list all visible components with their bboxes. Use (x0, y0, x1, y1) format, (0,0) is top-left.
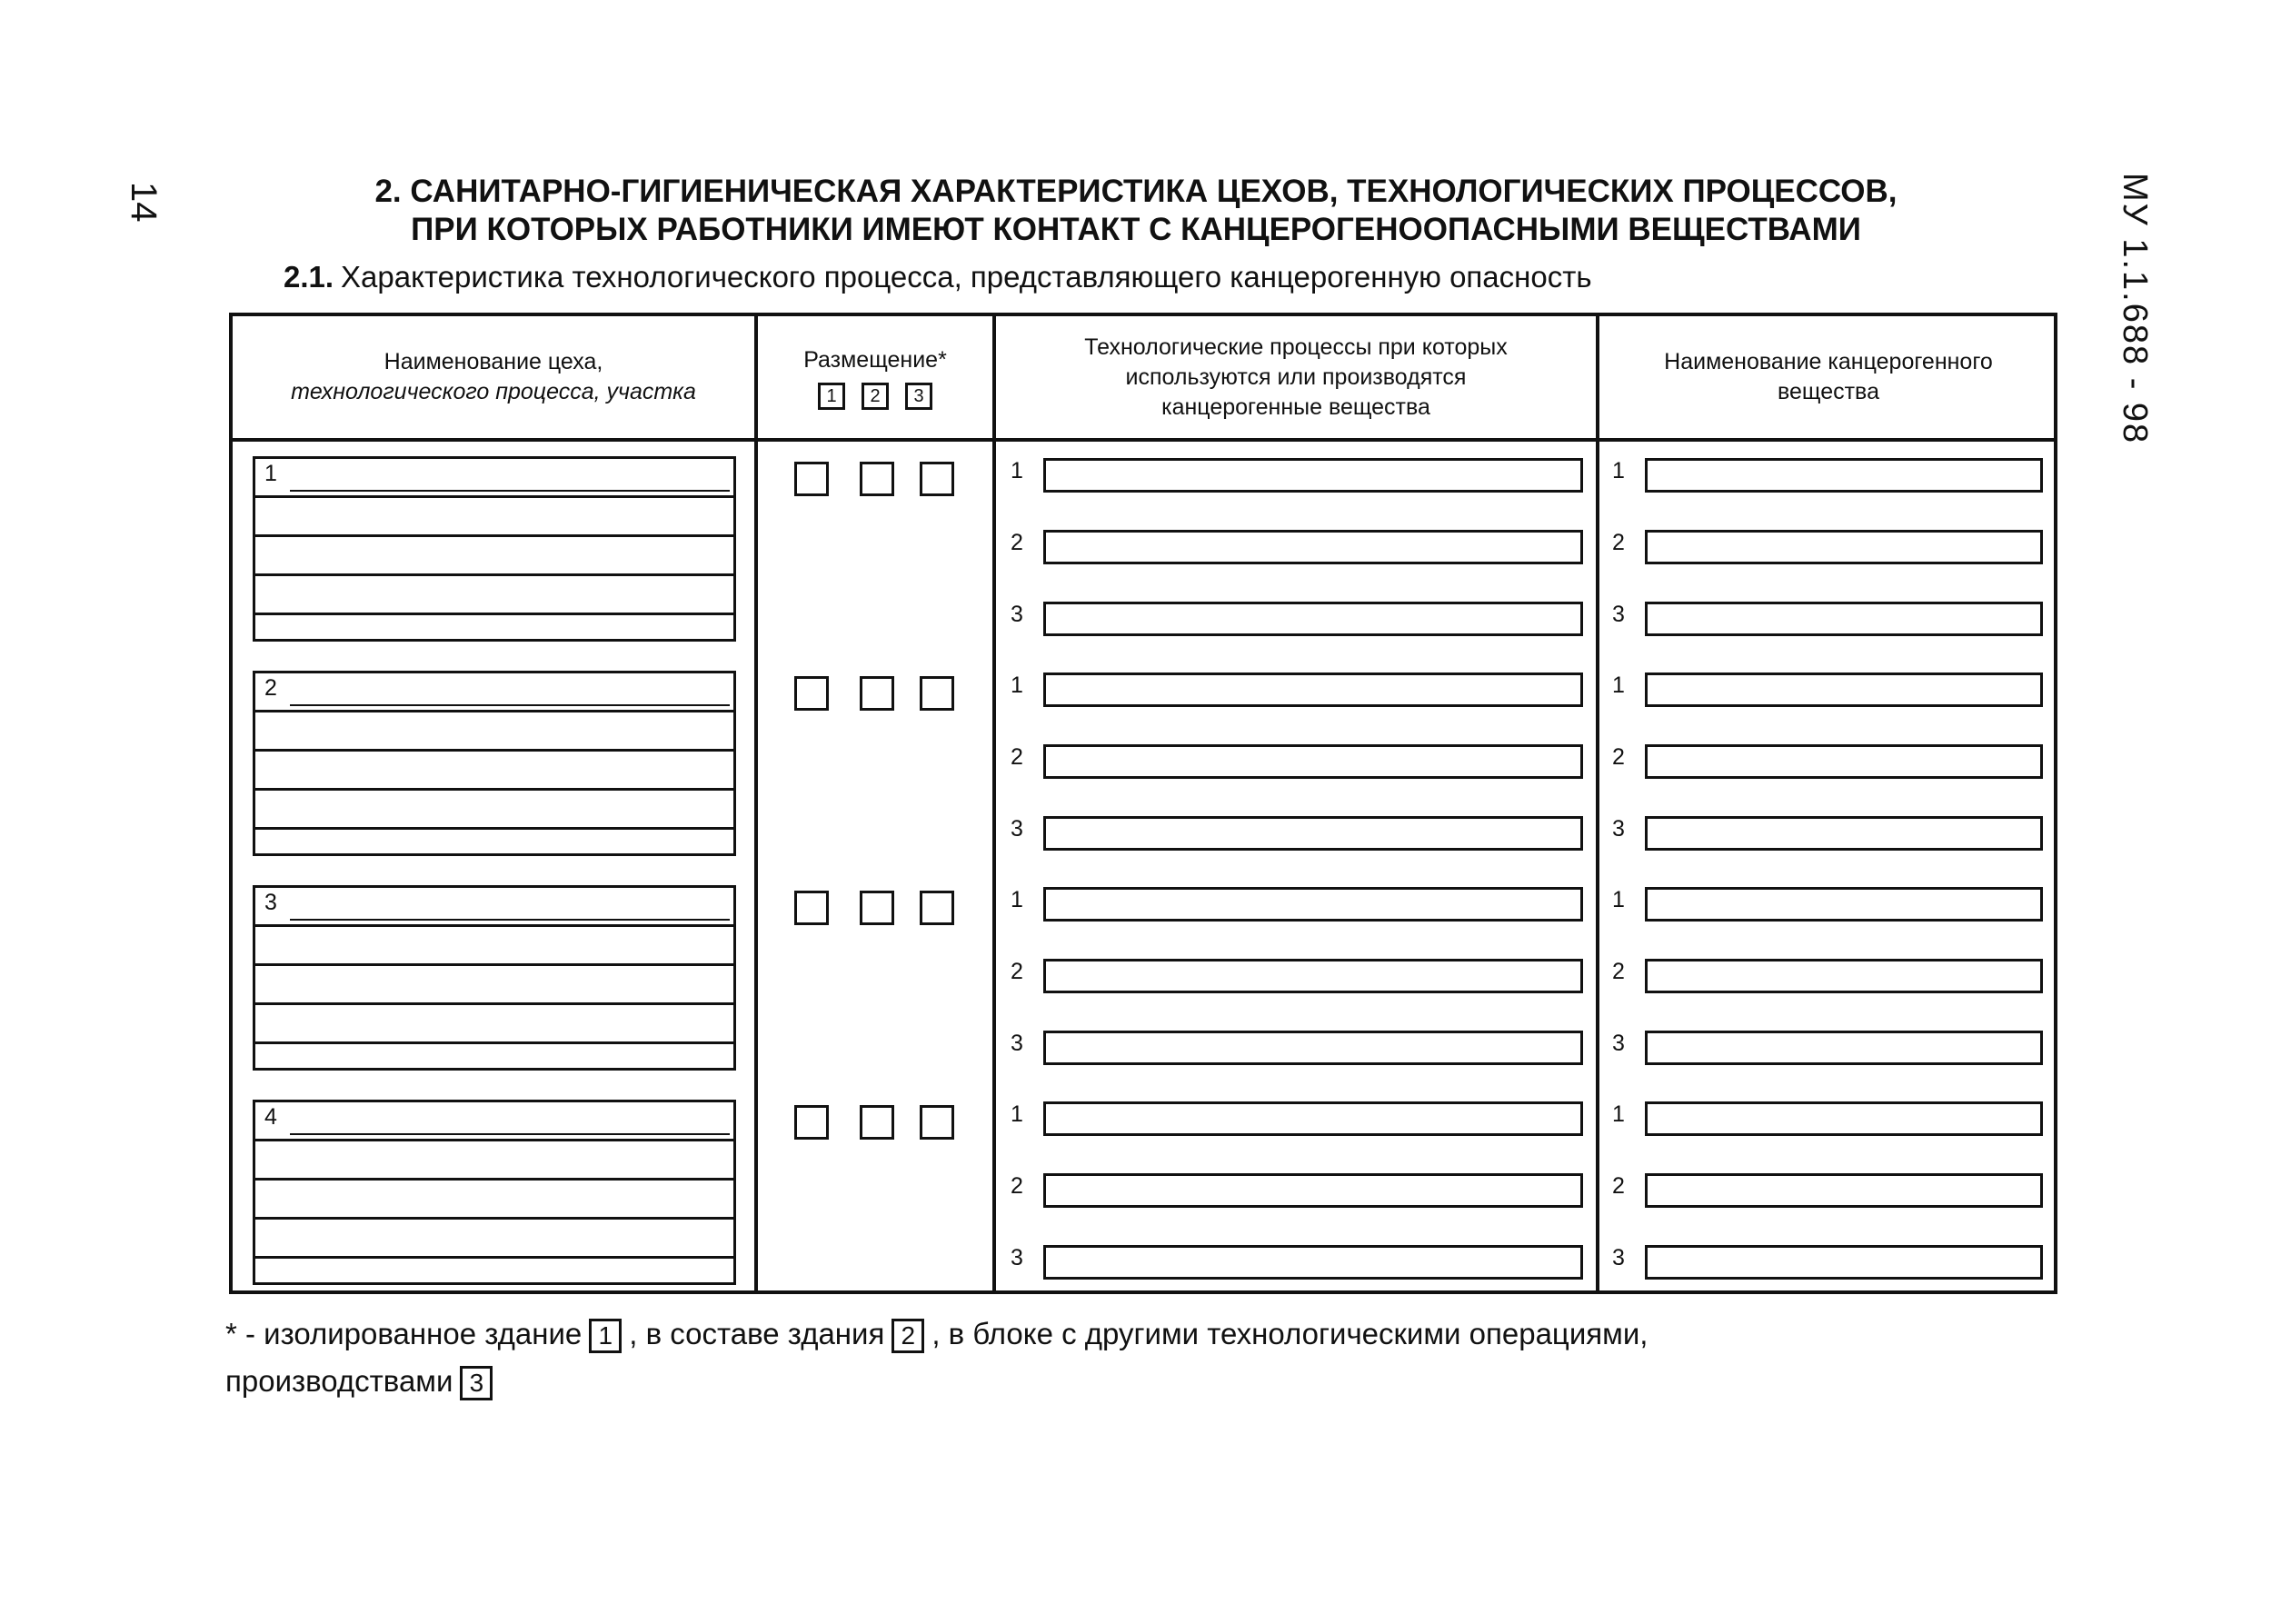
document-code: МУ 1.1.688 - 98 (2116, 173, 2154, 445)
substance-row-number: 1 (1612, 887, 1625, 912)
shop-name-line[interactable] (255, 830, 733, 866)
column-divider (992, 316, 996, 1290)
substance-field[interactable] (1645, 959, 2043, 993)
shop-name-line[interactable] (255, 888, 733, 927)
substance-row-number: 3 (1612, 602, 1625, 627)
shop-name-line[interactable] (255, 1044, 733, 1081)
shop-name-line[interactable] (255, 673, 733, 712)
shop-name-block (253, 671, 736, 856)
shop-name-line[interactable] (255, 615, 733, 652)
process-field[interactable] (1043, 744, 1583, 779)
shop-name-line[interactable] (255, 1181, 733, 1220)
substance-field[interactable] (1645, 1173, 2043, 1208)
substance-field[interactable] (1645, 887, 2043, 922)
substance-row-number: 3 (1612, 1031, 1625, 1056)
page-number: 14 (124, 182, 164, 223)
process-row-number: 3 (1011, 602, 1023, 627)
shop-name-line[interactable] (255, 752, 733, 791)
substance-field[interactable] (1645, 816, 2043, 851)
footnote-text-4: производствами (225, 1364, 453, 1398)
placement-legend-box-1: 1 (818, 383, 845, 410)
footnote-box-1: 1 (589, 1319, 622, 1353)
process-field[interactable] (1043, 1101, 1583, 1136)
placement-checkbox-1[interactable] (794, 1105, 829, 1140)
placement-legend-box-3: 3 (905, 383, 932, 410)
placement-checkbox-3[interactable] (920, 676, 954, 711)
process-field[interactable] (1043, 530, 1583, 564)
shop-name-block (253, 885, 736, 1071)
footnote (225, 1310, 1997, 1405)
section-title-line-2: ПРИ КОТОРЫХ РАБОТНИКИ ИМЕЮТ КОНТАКТ С КАНЦЕРОГЕНООПАСНЫМИ ВЕЩЕСТВАМИ (411, 212, 1861, 247)
header-divider (233, 438, 2054, 442)
header-placement-label: Размещение* (803, 346, 947, 373)
shop-name-line[interactable] (255, 498, 733, 537)
header-substance (1599, 316, 2057, 438)
shop-name-line[interactable] (255, 1005, 733, 1044)
process-row-number: 3 (1011, 816, 1023, 842)
process-row-number: 1 (1011, 887, 1023, 912)
process-row-number: 2 (1011, 530, 1023, 555)
shop-name-line[interactable] (255, 712, 733, 752)
process-row-number: 2 (1011, 959, 1023, 984)
footnote-text-2: , в составе здания (629, 1317, 885, 1350)
placement-checkbox-2[interactable] (860, 891, 894, 925)
header-process (996, 316, 1596, 438)
substance-field[interactable] (1645, 1245, 2043, 1280)
shop-name-line[interactable] (255, 537, 733, 576)
subsection-text: Характеристика технологического процесса, представляющего канцерогенную опасность (341, 260, 1592, 294)
substance-row-number: 2 (1612, 744, 1625, 770)
process-field[interactable] (1043, 1245, 1583, 1280)
substance-row-number: 3 (1612, 1245, 1625, 1270)
placement-checkbox-2[interactable] (860, 1105, 894, 1140)
shop-number: 1 (264, 461, 277, 486)
header-process-line-2: используются или производятся (1125, 364, 1467, 390)
shop-name-line[interactable] (255, 576, 733, 615)
process-row-number: 2 (1011, 1173, 1023, 1199)
process-row-number: 3 (1011, 1245, 1023, 1270)
process-field[interactable] (1043, 1173, 1583, 1208)
column-divider (1596, 316, 1599, 1290)
substance-field[interactable] (1645, 673, 2043, 707)
process-field[interactable] (1043, 959, 1583, 993)
process-form-table (229, 313, 2057, 1294)
shop-number: 4 (264, 1104, 277, 1130)
subsection-number: 2.1. (284, 260, 334, 294)
placement-checkbox-1[interactable] (794, 676, 829, 711)
placement-checkbox-1[interactable] (794, 462, 829, 496)
process-field[interactable] (1043, 887, 1583, 922)
process-row-number: 3 (1011, 1031, 1023, 1056)
shop-name-line[interactable] (255, 459, 733, 498)
section-title-line-1: 2. САНИТАРНО-ГИГИЕНИЧЕСКАЯ ХАРАКТЕРИСТИКА ЦЕХОВ, ТЕХНОЛОГИЧЕСКИХ ПРОЦЕССОВ, (374, 174, 1898, 209)
footnote-box-2: 2 (891, 1319, 924, 1353)
process-row-number: 1 (1011, 673, 1023, 698)
shop-name-block (253, 456, 736, 642)
header-substance-line-2: вещества (1778, 379, 1879, 404)
footnote-text-1: * - изолированное здание (225, 1317, 583, 1350)
substance-field[interactable] (1645, 530, 2043, 564)
substance-row-number: 1 (1612, 458, 1625, 483)
placement-checkbox-3[interactable] (920, 1105, 954, 1140)
subsection-title (284, 260, 1592, 294)
header-process-line-1: Технологические процессы при которых (1084, 334, 1508, 360)
footnote-box-3: 3 (460, 1366, 493, 1400)
process-row-number: 2 (1011, 744, 1023, 770)
process-field[interactable] (1043, 1031, 1583, 1065)
substance-field[interactable] (1645, 744, 2043, 779)
substance-field[interactable] (1645, 458, 2043, 493)
header-placement-boxes (818, 383, 932, 410)
header-placement (758, 316, 992, 438)
shop-number: 2 (264, 675, 277, 701)
process-field[interactable] (1043, 673, 1583, 707)
process-field[interactable] (1043, 816, 1583, 851)
shop-number: 3 (264, 890, 277, 915)
header-substance-line-1: Наименование канцерогенного (1664, 349, 1993, 374)
substance-row-number: 2 (1612, 1173, 1625, 1199)
process-field[interactable] (1043, 602, 1583, 636)
substance-field[interactable] (1645, 602, 2043, 636)
shop-name-block (253, 1100, 736, 1285)
header-shop (233, 316, 754, 438)
substance-field[interactable] (1645, 1101, 2043, 1136)
header-shop-line-2: технологического процесса, участка (291, 379, 696, 404)
header-process-line-3: канцерогенные вещества (1161, 394, 1430, 420)
shop-name-line[interactable] (255, 966, 733, 1005)
placement-checkbox-3[interactable] (920, 891, 954, 925)
substance-row-number: 3 (1612, 816, 1625, 842)
shop-name-line[interactable] (255, 791, 733, 830)
shop-name-line[interactable] (255, 1259, 733, 1295)
substance-row-number: 2 (1612, 530, 1625, 555)
substance-field[interactable] (1645, 1031, 2043, 1065)
section-title (227, 173, 2045, 249)
placement-checkbox-2[interactable] (860, 462, 894, 496)
shop-name-line[interactable] (255, 1220, 733, 1259)
shop-name-line[interactable] (255, 1102, 733, 1141)
placement-checkbox-3[interactable] (920, 462, 954, 496)
footnote-text-3: , в блоке с другими технологическими операциями, (931, 1317, 1649, 1350)
process-row-number: 1 (1011, 1101, 1023, 1127)
process-row-number: 1 (1011, 458, 1023, 483)
process-field[interactable] (1043, 458, 1583, 493)
column-divider (754, 316, 758, 1290)
substance-row-number: 1 (1612, 673, 1625, 698)
shop-name-line[interactable] (255, 927, 733, 966)
placement-legend-box-2: 2 (862, 383, 889, 410)
header-shop-line-1: Наименование цеха, (383, 349, 603, 374)
placement-checkbox-1[interactable] (794, 891, 829, 925)
substance-row-number: 1 (1612, 1101, 1625, 1127)
substance-row-number: 2 (1612, 959, 1625, 984)
placement-checkbox-2[interactable] (860, 676, 894, 711)
shop-name-line[interactable] (255, 1141, 733, 1181)
